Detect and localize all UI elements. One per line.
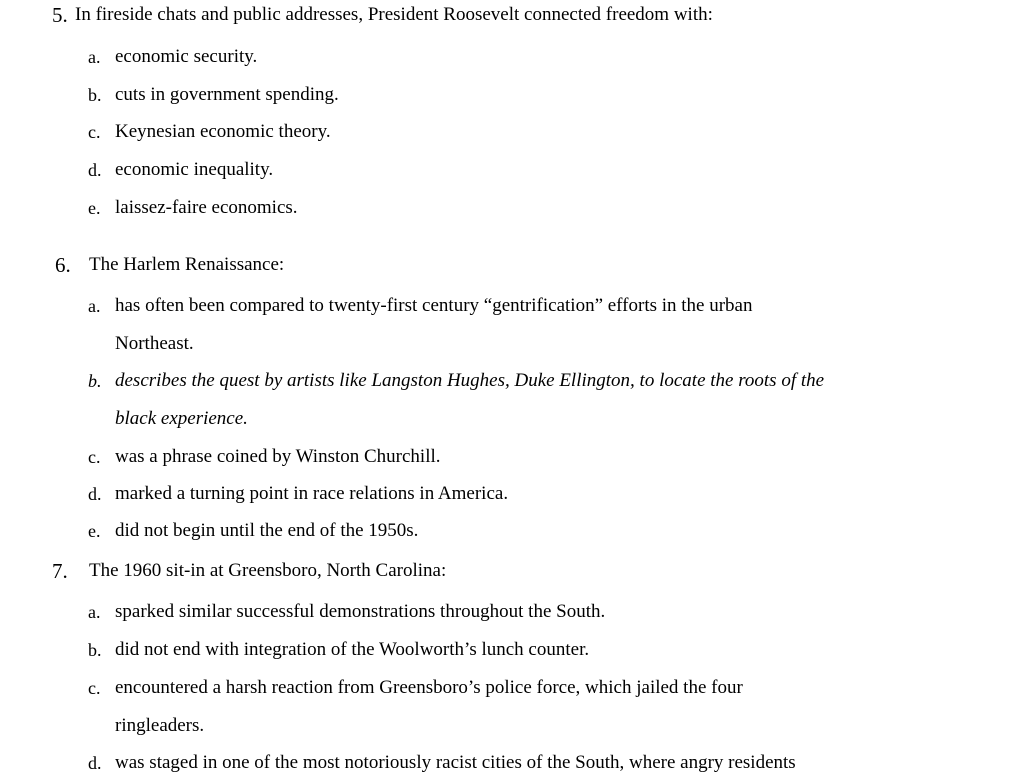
option-letter: d. xyxy=(88,753,102,773)
option-letter: b. xyxy=(88,371,102,391)
option-letter: d. xyxy=(88,160,102,180)
question-text: The Harlem Renaissance: xyxy=(89,254,285,275)
option-letter: b. xyxy=(88,85,102,105)
option-text: was staged in one of the most notoriously racist cities of the South, where angry residents xyxy=(115,752,796,773)
option-letter: a. xyxy=(88,296,101,316)
option-text: cuts in government spending. xyxy=(115,84,339,105)
option-letter: e. xyxy=(88,198,101,218)
question-text: In fireside chats and public addresses, President Roosevelt connected freedom with: xyxy=(75,4,713,25)
option-letter: b. xyxy=(88,640,102,660)
option-text: Keynesian economic theory. xyxy=(115,121,331,142)
option-letter: c. xyxy=(88,678,101,698)
option-text-continued: Northeast. xyxy=(115,333,194,354)
question-number: 6. xyxy=(55,253,71,277)
option-text: economic inequality. xyxy=(115,159,274,180)
option-text: marked a turning point in race relations in America. xyxy=(115,483,509,504)
option-text: economic security. xyxy=(115,46,258,67)
option-letter: e. xyxy=(88,521,101,541)
option-text-continued: black experience. xyxy=(115,408,248,429)
option-text: did not end with integration of the Woolworth’s lunch counter. xyxy=(115,639,590,660)
option-text: sparked similar successful demonstrations throughout the South. xyxy=(115,601,606,622)
option-letter: a. xyxy=(88,47,101,67)
option-text: encountered a harsh reaction from Greensboro’s police force, which jailed the four xyxy=(115,677,743,698)
option-letter: c. xyxy=(88,447,101,467)
option-text: did not begin until the end of the 1950s. xyxy=(115,520,419,541)
option-letter: d. xyxy=(88,484,102,504)
option-letter: a. xyxy=(88,602,101,622)
option-text: laissez-faire economics. xyxy=(115,197,298,218)
option-text: describes the quest by artists like Langston Hughes, Duke Ellington, to locate the roots of the xyxy=(115,370,825,391)
question-number: 7. xyxy=(52,559,68,583)
option-text-continued: ringleaders. xyxy=(115,715,205,736)
option-text: has often been compared to twenty-first century “gentrification” efforts in the urban xyxy=(115,295,753,316)
question-text: The 1960 sit-in at Greensboro, North Carolina: xyxy=(89,560,447,581)
option-text: was a phrase coined by Winston Churchill. xyxy=(115,446,441,467)
question-number: 5. xyxy=(52,3,68,27)
option-letter: c. xyxy=(88,122,101,142)
